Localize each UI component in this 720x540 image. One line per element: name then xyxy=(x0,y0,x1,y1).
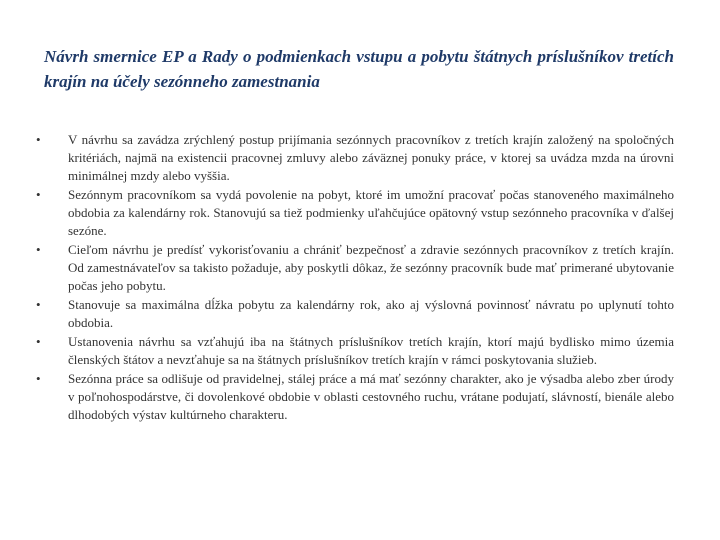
bullet-text: Sezónna práce sa odlišuje od pravidelnej, stálej práce a má mať sezónny charakter, ako je výsadba alebo zber úrody v poľnohospodárstve, či dovolenkové obdobie v oblasti cestovného ruchu, vrátane podujatí, slávností, bienále alebo dlhodobých výstav kultúrneho charakteru. xyxy=(68,371,674,422)
bullet-dot-icon: • xyxy=(36,132,41,147)
bullet-dot-icon: • xyxy=(36,334,41,349)
bullet-text: V návrhu sa zavádza zrýchlený postup prijímania sezónnych pracovníkov z tretích krajín založený na spoločných kritériách, najmä na existencii pracovnej zmluvy alebo záväznej ponuky práce, v ktorej sa uvádza mzda na úrovni minimálnej mzdy alebo vyššia. xyxy=(68,132,674,183)
bullet-dot-icon: • xyxy=(36,371,41,386)
bullet-item xyxy=(36,186,674,240)
bullet-item xyxy=(36,296,674,332)
bullet-text: Sezónnym pracovníkom sa vydá povolenie na pobyt, ktoré im umožní pracovať počas stanoveného maximálneho obdobia za kalendárny rok. Stanovujú sa tiež podmienky uľahčujúce opätovný vstup sezónneho pracovníka v ďalšej sezóne. xyxy=(68,187,674,238)
bullet-item xyxy=(36,333,674,369)
bullet-dot-icon: • xyxy=(36,242,41,257)
bullet-dot-icon: • xyxy=(36,187,41,202)
bullet-item xyxy=(36,241,674,295)
bullet-item xyxy=(36,370,674,424)
bullet-text: Stanovuje sa maximálna dĺžka pobytu za kalendárny rok, ako aj výslovná povinnosť návratu po uplynutí tohto obdobia. xyxy=(68,297,674,330)
slide-title: Návrh smernice EP a Rady o podmienkach vstupu a pobytu štátnych príslušníkov tretích krajín na účely sezónneho zamestnania xyxy=(44,47,674,91)
bullet-list xyxy=(36,131,674,425)
bullet-text: Cieľom návrhu je predísť vykorisťovaniu a chrániť bezpečnosť a zdravie sezónnych pracovníkov z tretích krajín. Od zamestnávateľov sa takisto požaduje, aby poskytli dôkaz, že sezónny pracovník bude mať primerané ubytovanie počas jeho pobytu. xyxy=(68,242,674,293)
bullet-item xyxy=(36,131,674,185)
bullet-dot-icon: • xyxy=(36,297,41,312)
bullet-text: Ustanovenia návrhu sa vzťahujú iba na štátnych príslušníkov tretích krajín, ktorí majú bydlisko mimo územia členských štátov a nevzťahuje sa na štátnych príslušníkov tretích krajín v rámci poskytovania služieb. xyxy=(68,334,674,367)
